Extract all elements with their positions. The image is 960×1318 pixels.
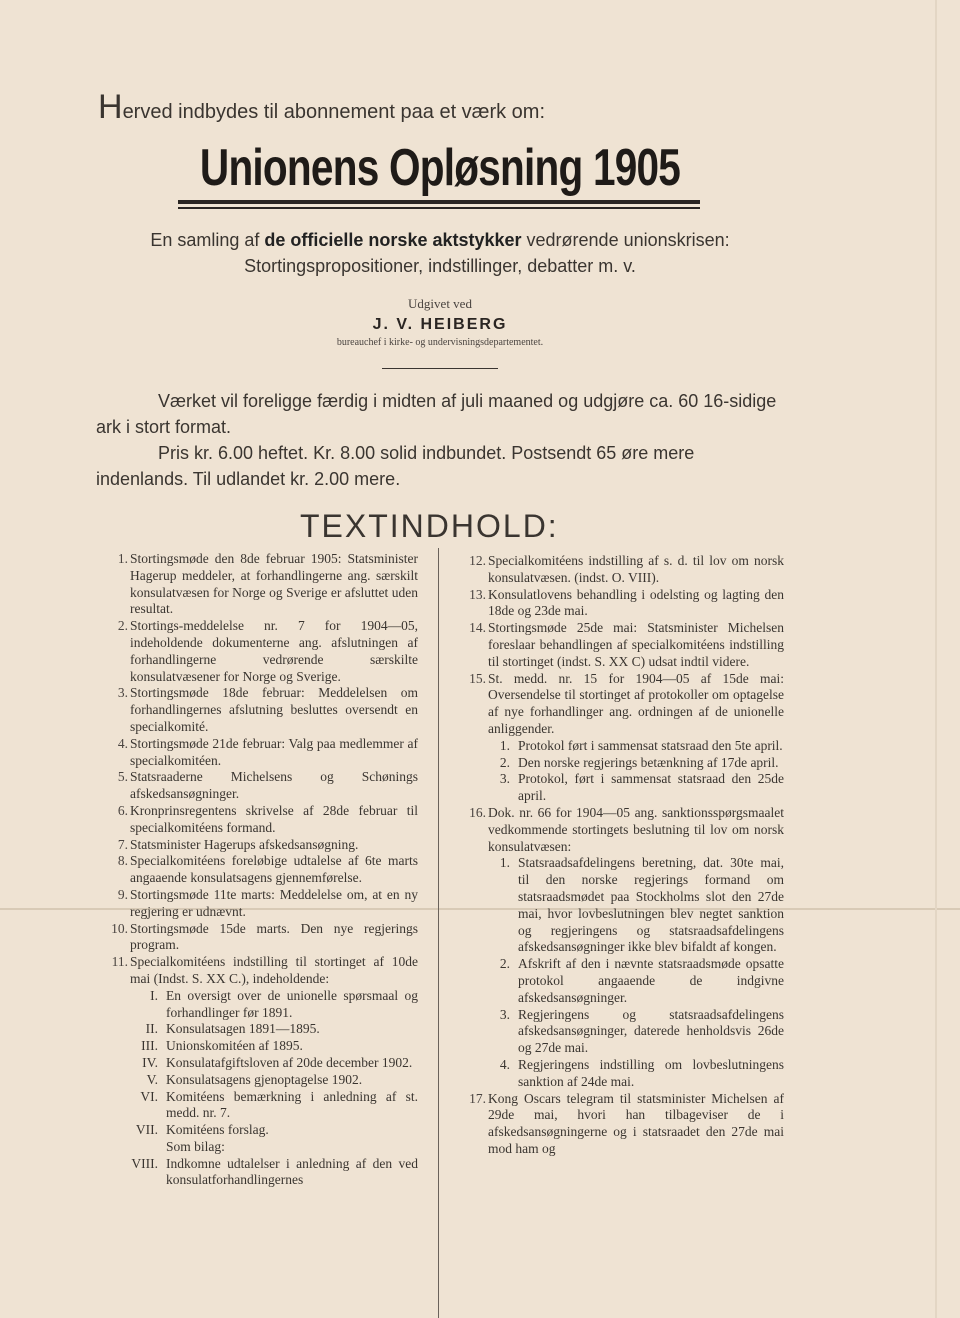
- edited-by-label: Udgivet ved: [408, 296, 472, 311]
- item-text: Komitéens forslag.: [166, 1122, 269, 1138]
- item-text: Specialkomitéens foreløbige udtalelse af 6te marts angaaende konsulatsagens gjennemførelse.: [130, 853, 418, 886]
- sub-list-item: [454, 1007, 784, 1057]
- list-item: [454, 587, 784, 621]
- item-number: 4.: [499, 1056, 510, 1072]
- item-text: St. medd. nr. 15 for 1904—05 af 15de mai: Oversendelse til stortinget af protokoller om optagelse af nye forhandlinger ang. ordningen af de unionelle anliggender.: [488, 670, 784, 736]
- section-divider: [382, 368, 498, 369]
- item-number: 4.: [117, 735, 128, 751]
- invitation-text: erved indbydes til abonnement paa et værk om:: [122, 101, 546, 123]
- editor-role: bureauchef i kirke- og undervisningsdepartementet.: [336, 337, 544, 348]
- item-number: 13.: [469, 586, 486, 602]
- list-item: [96, 921, 418, 955]
- list-item: [96, 618, 418, 685]
- list-item: [454, 620, 784, 670]
- item-number: 11.: [111, 954, 128, 970]
- sub-list-item: [454, 1057, 784, 1091]
- item-text: Regjeringens indstilling om lovbeslutningens sanktion af 24de mai.: [518, 1056, 784, 1089]
- subtitle-bold: de officielle norske aktstykker: [264, 230, 522, 250]
- item-number: 3.: [499, 771, 510, 787]
- list-item: [96, 837, 418, 854]
- item-number: 16.: [469, 804, 486, 820]
- list-item: [96, 685, 418, 735]
- item-text: Konsulatafgiftsloven af 20de december 1902.: [166, 1054, 413, 1070]
- sub-list-item: [454, 771, 784, 805]
- sub-list-item: [96, 1021, 418, 1038]
- list-item: [96, 551, 418, 618]
- sub-list-item: [96, 1072, 418, 1089]
- item-number: I.: [150, 987, 158, 1003]
- item-number: VIII.: [131, 1155, 158, 1171]
- item-number: VII.: [135, 1122, 158, 1138]
- list-item: [96, 803, 418, 837]
- item-number: 6.: [117, 802, 128, 818]
- sub-list-item: [96, 1139, 418, 1156]
- contents-right-column: [454, 553, 784, 1158]
- item-text: Konsulatsagens gjenoptagelse 1902.: [166, 1071, 363, 1087]
- item-number: V.: [146, 1071, 158, 1087]
- sub-list-item: [96, 988, 418, 1022]
- item-number: 7.: [117, 836, 128, 852]
- list-item: [454, 671, 784, 738]
- item-number: 9.: [117, 886, 128, 902]
- subtitle-post: vedrørende unionskrisen:: [521, 230, 730, 250]
- item-number: 12.: [469, 553, 486, 568]
- item-number: [96, 1139, 166, 1156]
- item-number: 2.: [117, 618, 128, 634]
- subtitle-line-1: [0, 230, 880, 251]
- item-number: 3.: [499, 1006, 510, 1022]
- item-text: Regjeringens og statsraadsafdelingens afskedsansøgninger, daterede henholdsvis 26de og 27de mai.: [518, 1006, 784, 1056]
- list-item: [454, 1091, 784, 1158]
- list-item: [96, 887, 418, 921]
- availability-paragraph: Værket vil foreligge færdig i midten af juli maaned og udgjøre ca. 60 16-sidige ark i stort format.: [96, 391, 777, 437]
- price-paragraph: Pris kr. 6.00 heftet. Kr. 8.00 solid indbundet. Postsendt 65 øre mere indenlands. Til udlandet kr. 2.00 mere.: [96, 443, 695, 489]
- item-number: 1.: [499, 855, 510, 871]
- item-text: Statsraadsafdelingens beretning, dat. 30te mai, til den norske regjerings formand om statsraadsmødet paa Stockholms slot den 27de mai, hvor lovbeslutningen blev negtet sanktion og regjeringens og statsraadsafdelingens afskedsansøgninger ikke blev bifaldt af kongen.: [518, 855, 784, 955]
- subtitle-pre: En samling af: [150, 230, 265, 250]
- item-text: Kronprinsregentens skrivelse af 28de februar til specialkomitéens formand.: [130, 802, 418, 835]
- list-item: [96, 954, 418, 988]
- item-text: Statsraaderne Michelsens og Schønings afskedsansøgninger.: [130, 769, 418, 802]
- sub-list-item: [454, 956, 784, 1006]
- item-text: Konsulatlovens behandling i odelsting og lagting den 18de og 23de mai.: [488, 586, 784, 619]
- item-number: II.: [145, 1021, 158, 1037]
- item-number: 10.: [111, 920, 128, 936]
- paper-fold-vertical: [935, 0, 937, 1318]
- list-item: [96, 853, 418, 887]
- item-number: 2.: [499, 754, 510, 770]
- sub-list-item: [454, 855, 784, 956]
- item-text: Stortingsmøde 15de marts. Den nye regjerings program.: [130, 920, 418, 953]
- item-text: Afskrift af den i nævnte statsraadsmøde opsatte protokol angaaende de indgivne afskedsansøgninger.: [518, 956, 784, 1005]
- item-text: Stortingsmøde 11te marts: Meddelelse om, at en ny regjering er udnævnt.: [130, 886, 418, 919]
- item-text: Stortingsmøde 25de mai: Statsminister Michelsen foreslaar behandlingen af specialkomitéens indstilling til stortinget (indst. S. XX C) udsat indtil videre.: [488, 620, 784, 669]
- sub-list-item: [454, 738, 784, 755]
- item-text: Den norske regjerings betænkning af 17de april.: [518, 754, 779, 770]
- item-number: 8.: [117, 853, 128, 869]
- sub-list-item: [454, 755, 784, 772]
- item-text: Komitéens bemærkning i anledning af st. medd. nr. 7.: [166, 1088, 418, 1121]
- list-item: [454, 805, 784, 855]
- item-text: Indkomne udtalelser i anledning af den ved konsulatforhandlingernes: [166, 1155, 418, 1188]
- list-item: [454, 553, 784, 587]
- item-text: Dok. nr. 66 for 1904—05 ang. sanktionsspørgsmaalet vedkommende stortingets beslutning til lov om norsk konsulatvæsen:: [488, 804, 784, 854]
- subtitle-line-2: Stortingspropositioner, indstillinger, debatter m. v.: [244, 256, 636, 276]
- item-number: 15.: [469, 670, 486, 686]
- item-number: 1.: [117, 551, 128, 566]
- item-number: 17.: [469, 1090, 486, 1106]
- item-text: Protokol, ført i sammensat statsraad den 25de april.: [518, 771, 784, 804]
- sub-list-item: [96, 1156, 418, 1190]
- item-number: VI.: [140, 1088, 158, 1104]
- title-rule-thin: [178, 207, 700, 209]
- invitation-line: [98, 88, 545, 127]
- sub-list-item: [96, 1055, 418, 1072]
- item-text: Stortingsmøde 21de februar: Valg paa medlemmer af specialkomitéen.: [130, 735, 418, 768]
- editor-name: J. V. HEIBERG: [372, 316, 508, 333]
- item-text: Stortings-meddelelse nr. 7 for 1904—05, indeholdende dokumenterne ang. afslutningen af forhandlingerne vedrørende særskilte konsulatvæsener for Norge og Sverige.: [130, 618, 418, 684]
- contents-heading: TEXTINDHOLD:: [300, 508, 559, 544]
- item-number: III.: [141, 1038, 158, 1054]
- item-text: Protokol ført i sammensat statsraad den 5te april.: [518, 737, 783, 753]
- sub-list-item: [96, 1089, 418, 1123]
- page-title: Unionens Opløsning 1905: [199, 139, 681, 197]
- title-rule-thick: [178, 200, 700, 204]
- column-divider: [438, 548, 439, 1318]
- item-number: IV.: [142, 1054, 158, 1070]
- item-text: Statsminister Hagerups afskedsansøgning.: [130, 836, 359, 852]
- invitation-initial: H: [98, 88, 123, 126]
- list-item: [96, 769, 418, 803]
- item-text: Som bilag:: [166, 1138, 225, 1154]
- item-text: Stortingsmøde den 8de februar 1905: Statsminister Hagerup meddeler, at forhandlingerne ang. særskilt konsulatvæsen for Norge og Sverige er afsluttet uden resultat.: [130, 551, 418, 617]
- item-text: Unionskomitéen af 1895.: [166, 1038, 303, 1054]
- item-number: 1.: [499, 737, 510, 753]
- sub-list-item: [96, 1038, 418, 1055]
- item-text: En oversigt over de unionelle spørsmaal og forhandlinger før 1891.: [166, 987, 418, 1020]
- item-text: Stortingsmøde 18de februar: Meddelelsen om forhandlingernes afslutning besluttes oversendt en specialkomité.: [130, 685, 418, 734]
- item-text: Konsulatsagen 1891—1895.: [166, 1021, 320, 1037]
- list-item: [96, 736, 418, 770]
- item-number: 5.: [117, 769, 128, 785]
- item-text: Kong Oscars telegram til statsminister Michelsen af 29de mai, hvori han tilbageviser de i afskedsansøgningerne og i statsraadet den 27de mai mod ham og: [488, 1090, 784, 1156]
- item-text: Specialkomitéens indstilling til stortinget af 10de mai (Indst. S. XX C.), indeholdende:: [130, 954, 418, 986]
- sub-list-item: [96, 1122, 418, 1139]
- item-number: 3.: [117, 685, 128, 701]
- item-number: 2.: [499, 956, 510, 972]
- item-number: 14.: [469, 620, 486, 636]
- item-text: Specialkomitéens indstilling af s. d. til lov om norsk konsulatvæsen. (indst. O. VIII).: [488, 553, 784, 585]
- contents-left-column: [96, 551, 418, 1189]
